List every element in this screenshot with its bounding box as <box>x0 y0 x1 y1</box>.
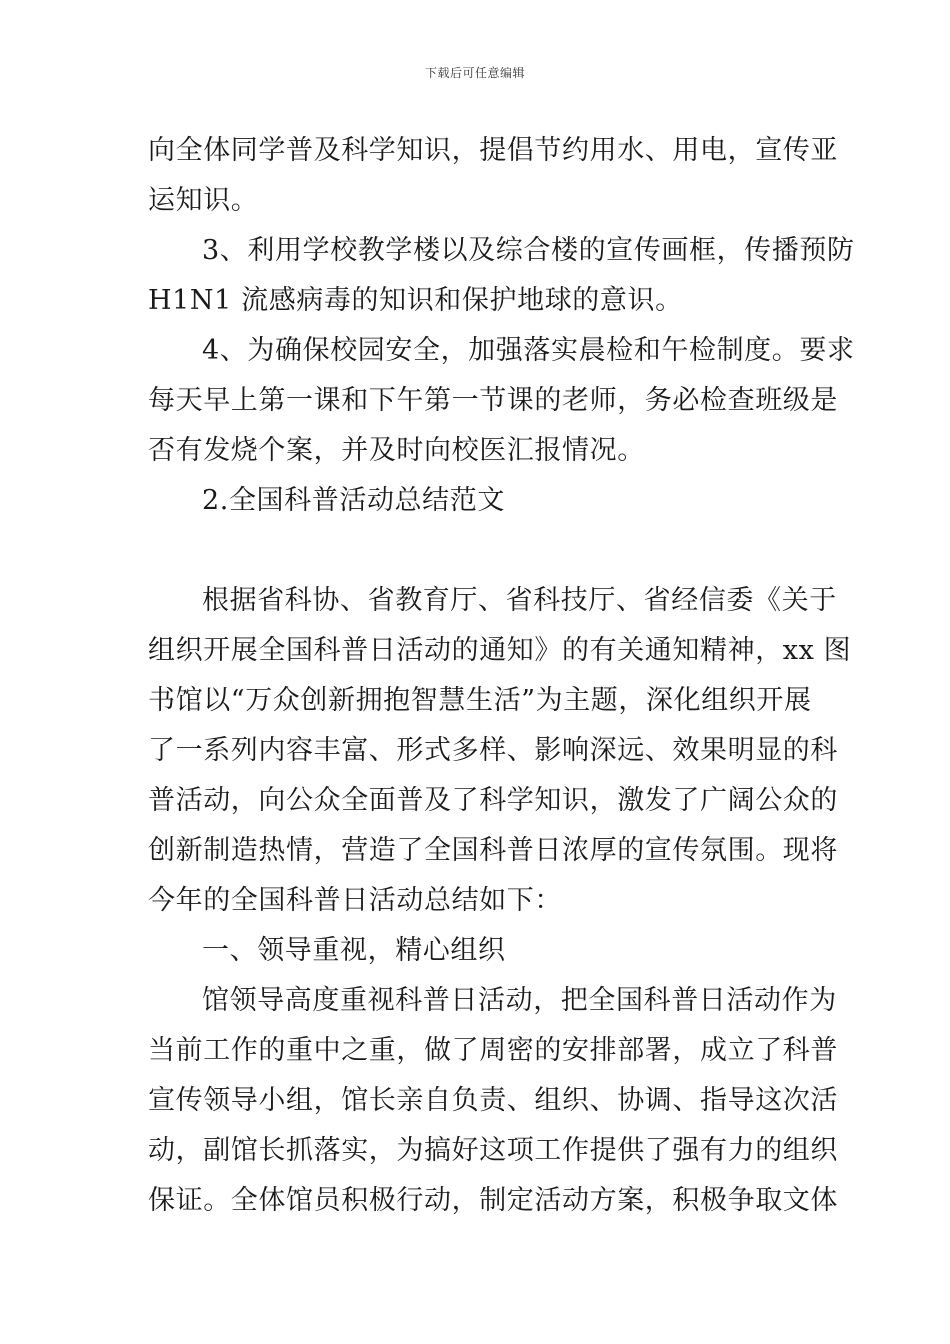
text-line: 创新制造热情，营造了全国科普日浓厚的宣传氛围。现将 <box>148 835 838 866</box>
text-line: 书馆以“万众创新拥抱智慧生活”为主题，深化组织开展 <box>148 685 812 716</box>
page-header-note: 下载后可任意编辑 <box>424 66 525 80</box>
text-line: 保证。全体馆员积极行动，制定活动方案，积极争取文体 <box>148 1185 838 1216</box>
text-line: 宣传领导小组，馆长亲自负责、组织、协调、指导这次活 <box>148 1085 838 1116</box>
text-line: 运知识。 <box>148 185 259 216</box>
subsection-heading: 一、领导重视，精心组织 <box>202 935 506 966</box>
text-line: 普活动，向公众全面普及了科学知识，激发了广阔公众的 <box>148 785 838 816</box>
text-line: 根据省科协、省教育厅、省科技厅、省经信委《关于 <box>202 585 837 616</box>
text-line: 当前工作的重中之重，做了周密的安排部署，成立了科普 <box>148 1035 838 1066</box>
document-body <box>148 126 855 1226</box>
text-line: 向全体同学普及科学知识，提倡节约用水、用电，宣传亚 <box>148 135 838 166</box>
text-line: 今年的全国科普日活动总结如下： <box>148 885 562 916</box>
text-line: 了一系列内容丰富、形式多样、影响深远、效果明显的科 <box>148 735 838 766</box>
text-line: 否有发烧个案，并及时向校医汇报情况。 <box>148 435 645 466</box>
text-line: H1N1 流感病毒的知识和保护地球的意识。 <box>148 285 683 316</box>
blank-line <box>148 526 808 576</box>
text-line: 馆领导高度重视科普日活动，把全国科普日活动作为 <box>202 985 837 1016</box>
text-line: 每天早上第一课和下午第一节课的老师，务必检查班级是 <box>148 385 838 416</box>
text-line: 动，副馆长抓落实，为搞好这项工作提供了强有力的组织 <box>148 1135 838 1166</box>
text-line: 4、为确保校园安全，加强落实晨检和午检制度。要求 <box>202 335 855 366</box>
text-line: 组织开展全国科普日活动的通知》的有关通知精神，xx 图 <box>148 635 852 666</box>
text-line: 3、利用学校教学楼以及综合楼的宣传画框，传播预防 <box>202 235 855 266</box>
section-heading: 2.全国科普活动总结范文 <box>202 485 505 516</box>
